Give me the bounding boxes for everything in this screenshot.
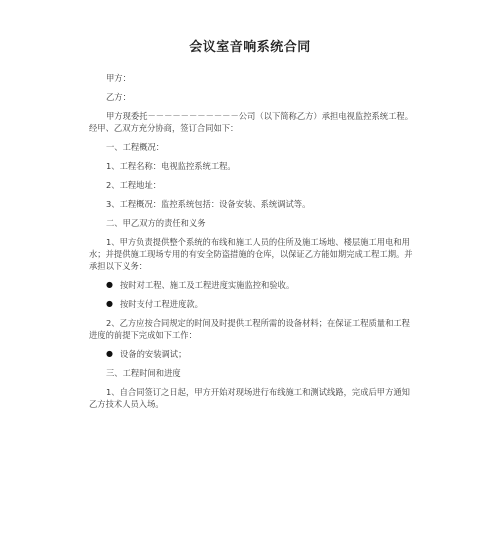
schedule-paragraph: 1、自合同签订之日起，甲方开始对现场进行布线施工和测试线路，完成后甲方通知乙方技术人员入场。	[89, 387, 410, 409]
bullet-icon: ●	[106, 280, 113, 289]
bullet-icon: ●	[106, 299, 113, 308]
section-1-heading: 一、工程概况：	[106, 142, 165, 152]
document-title: 会议室音响系统合同	[189, 40, 311, 55]
bullet-item-installation	[89, 348, 414, 360]
item-project-address: 2、工程地址：	[106, 180, 162, 190]
section-2-heading: 二、甲乙双方的责任和义务	[106, 218, 206, 228]
party-a-duties-paragraph: 1、甲方负责提供整个系统的布线和施工人员的住所及施工场地、楼层施工用电和用水；并提供施工现场专用的有安全防盗措施的仓库，以保证乙方能如期完成工程工期。并承担以下义务：	[89, 237, 413, 271]
party-a-line: 甲方：	[106, 73, 131, 83]
party-b-duties-paragraph: 2、乙方应按合同规定的时间及时提供工程所需的设备材料；在保证工程质量和工程进度的前提下完成如下工作：	[89, 318, 410, 340]
item-project-name: 1、工程名称：电视监控系统工程。	[106, 161, 236, 171]
bullet-text: 按时对工程、施工及工程进度实施监控和验收。	[120, 280, 295, 290]
bullet-text: 按时支付工程进度款。	[120, 299, 203, 309]
section-3-heading: 三、工程时间和进度	[106, 368, 181, 378]
bullet-item-monitoring	[89, 279, 414, 291]
bullet-text: 设备的安装调试；	[120, 349, 187, 359]
item-project-overview: 3、工程概况：监控系统包括：设备安装、系统调试等。	[106, 199, 311, 209]
intro-paragraph: 甲方现委托－－－－－－－－－－－公司（以下简称乙方）承担电视监控系统工程。经甲、乙双方充分协商，签订合同如下：	[89, 111, 413, 133]
party-b-line: 乙方：	[106, 92, 131, 102]
document-body	[89, 72, 414, 417]
bullet-item-payment	[89, 298, 414, 310]
bullet-icon: ●	[106, 349, 113, 358]
